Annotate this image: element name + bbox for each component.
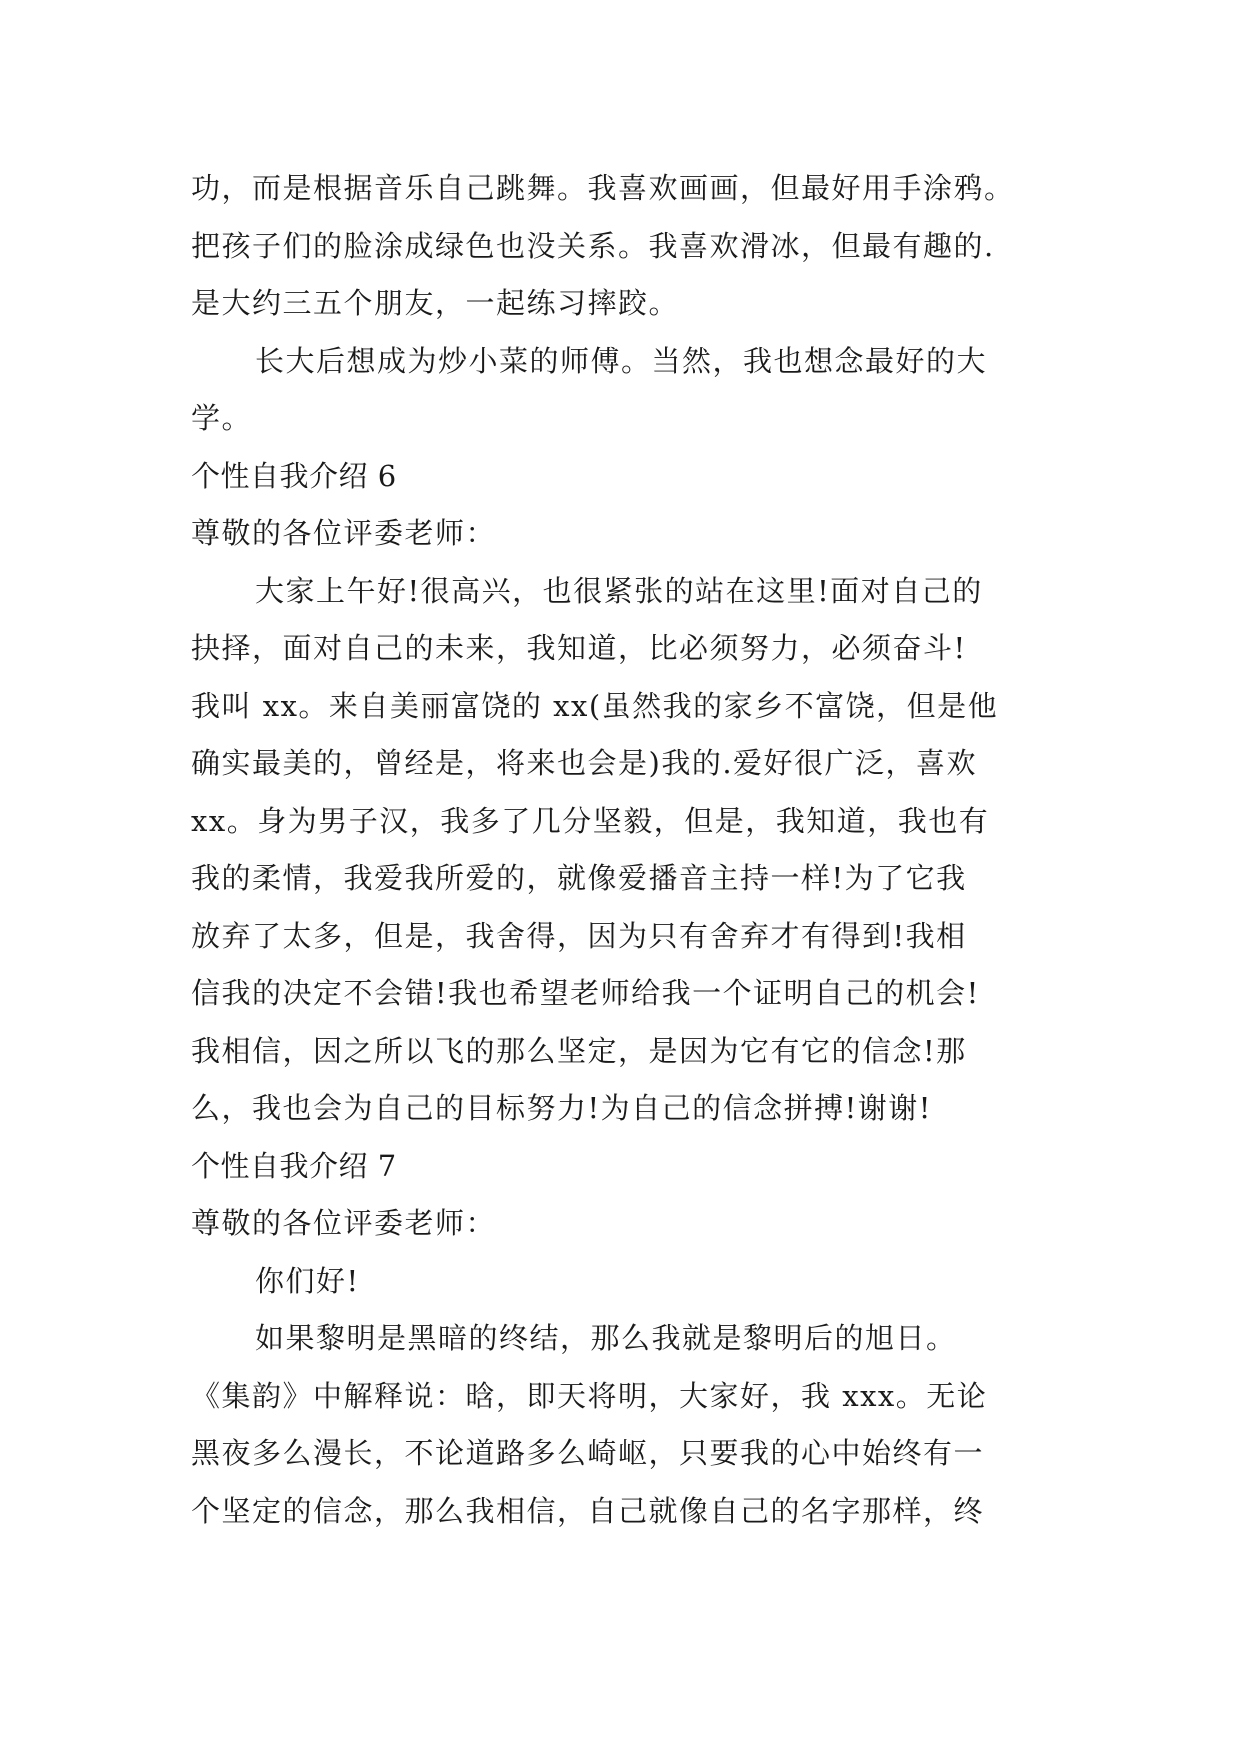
paragraph-line: 确实最美的，曾经是，将来也会是)我的.爱好很广泛，喜欢 — [191, 746, 978, 780]
paragraph-line: 把孩子们的脸涂成绿色也没关系。我喜欢滑冰，但最有趣的. — [191, 228, 995, 263]
salutation: 尊敬的各位评委老师： — [191, 516, 497, 550]
paragraph-line: 抉择，面对自己的未来，我知道，比必须努力，必须奋斗! — [191, 631, 967, 665]
paragraph-line: 《集韵》中解释说：晗，即天将明，大家好，我 xxx。无论 — [191, 1378, 988, 1413]
paragraph-line: 大家上午好!很高兴，也很紧张的站在这里!面对自己的 — [255, 573, 983, 608]
paragraph-line: 放弃了太多，但是，我舍得，因为只有舍弃才有得到!我相 — [191, 918, 967, 953]
paragraph-line: 长大后想成为炒小菜的师傅。当然，我也想念最好的大 — [255, 343, 988, 378]
salutation: 尊敬的各位评委老师： — [191, 1206, 497, 1240]
paragraph-line: xx。身为男子汉，我多了几分坚毅，但是，我知道，我也有 — [191, 803, 990, 838]
paragraph-line: 功，而是根据音乐自己跳舞。我喜欢画画，但最好用手涂鸦。 — [191, 171, 1015, 205]
document-body — [191, 160, 1061, 1540]
section-heading-6: 个性自我介绍 6 — [191, 458, 397, 493]
paragraph-line: 我叫 xx。来自美丽富饶的 xx(虽然我的家乡不富饶，但是他 — [191, 688, 999, 723]
paragraph-line: 如果黎明是黑暗的终结，那么我就是黎明后的旭日。 — [255, 1321, 957, 1355]
greeting-line: 你们好! — [255, 1263, 360, 1298]
paragraph-line: 是大约三五个朋友，一起练习摔跤。 — [191, 286, 680, 320]
paragraph-line: 我的柔情，我爱我所爱的，就像爱播音主持一样!为了它我 — [191, 861, 967, 895]
paragraph-line: 么，我也会为自己的目标努力!为自己的信念拼搏!谢谢! — [191, 1091, 932, 1125]
paragraph-line: 信我的决定不会错!我也希望老师给我一个证明自己的机会! — [191, 976, 980, 1010]
paragraph-line: 黑夜多么漫长，不论道路多么崎岖，只要我的心中始终有一 — [191, 1436, 985, 1470]
section-heading-7: 个性自我介绍 7 — [191, 1148, 397, 1183]
paragraph-line: 我相信，因之所以飞的那么坚定，是因为它有它的信念!那 — [191, 1033, 967, 1068]
paragraph-line: 个坚定的信念，那么我相信，自己就像自己的名字那样，终 — [191, 1493, 985, 1528]
paragraph-line: 学。 — [191, 401, 253, 435]
